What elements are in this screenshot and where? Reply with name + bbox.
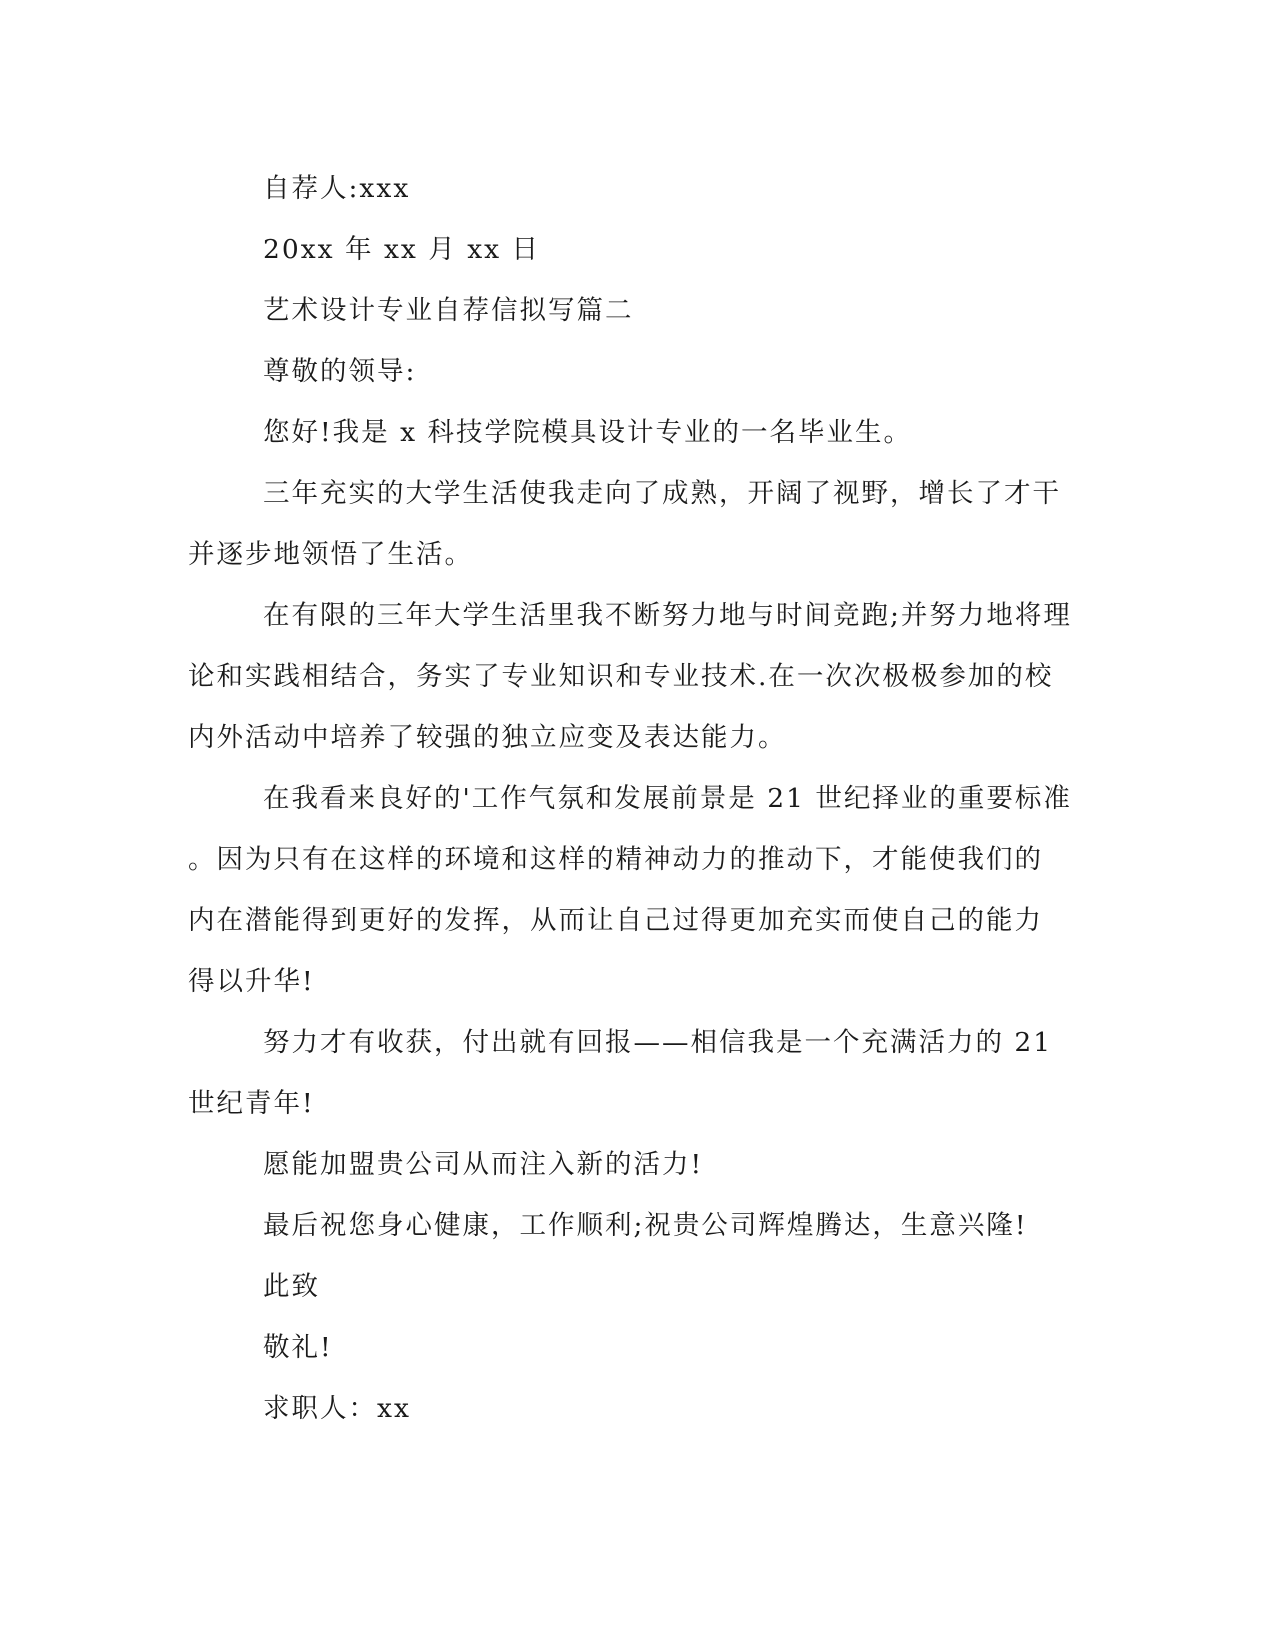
paragraph-line: 内在潜能得到更好的发挥，从而让自己过得更加充实而使自己的能力 (188, 905, 1043, 936)
section-title: 艺术设计专业自荐信拟写篇二 (263, 295, 634, 326)
paragraph-line: 。因为只有在这样的环境和这样的精神动力的推动下，才能使我们的 (188, 844, 1043, 875)
paragraph-line: 论和实践相结合，务实了专业知识和专业技术.在一次次极极参加的校 (188, 661, 1054, 692)
paragraph-line: 努力才有收获，付出就有回报——相信我是一个充满活力的 21 (263, 1027, 1053, 1058)
letter-body (188, 158, 1088, 1439)
paragraph-line: 在有限的三年大学生活里我不断努力地与时间竞跑;并努力地将理 (263, 600, 1072, 631)
paragraph-line: 内外活动中培养了较强的独立应变及表达能力。 (188, 722, 787, 753)
paragraph-line: 在我看来良好的'工作气氛和发展前景是 21 世纪择业的重要标准 (263, 783, 1072, 814)
closing-zhizhi: 此致 (263, 1271, 320, 1302)
paragraph-line: 世纪青年! (188, 1088, 315, 1119)
paragraph-line: 愿能加盟贵公司从而注入新的活力! (263, 1149, 704, 1180)
date-line: 20xx 年 xx 月 xx 日 (263, 234, 541, 265)
closing-wish: 最后祝您身心健康，工作顺利;祝贵公司辉煌腾达，生意兴隆! (263, 1210, 1028, 1241)
closing-jingli: 敬礼! (263, 1332, 333, 1363)
greeting-line: 您好!我是 x 科技学院模具设计专业的一名毕业生。 (263, 417, 912, 448)
signature-line: 求职人：xx (263, 1393, 411, 1424)
paragraph-line: 得以升华! (188, 966, 315, 997)
recommender-line: 自荐人:xxx (263, 173, 411, 204)
salutation: 尊敬的领导: (263, 356, 417, 387)
paragraph-line: 三年充实的大学生活使我走向了成熟，开阔了视野，增长了才干 (263, 478, 1061, 509)
paragraph-line: 并逐步地领悟了生活。 (188, 539, 473, 570)
